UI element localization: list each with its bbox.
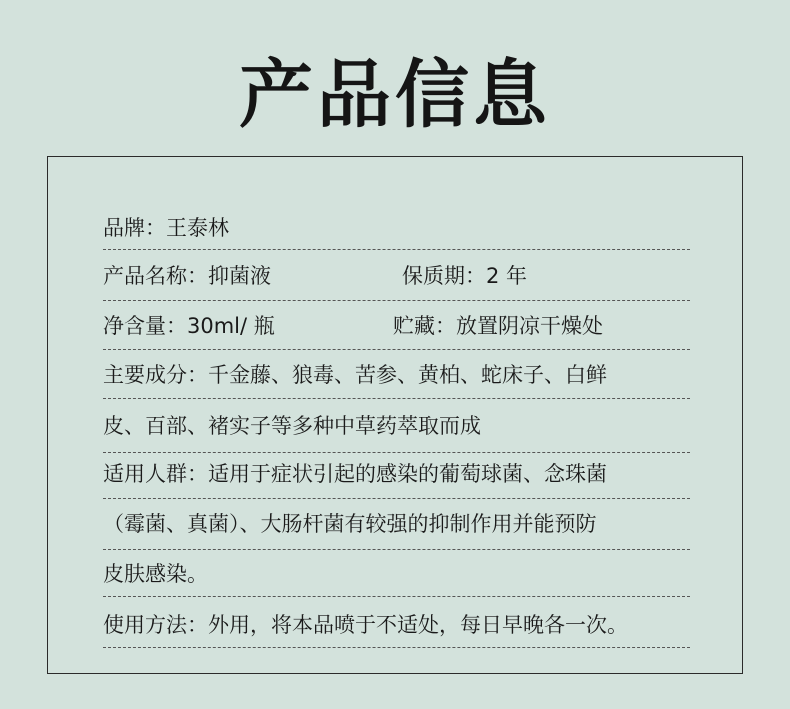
row-divider [103,549,690,550]
audience-text-1: 适用人群：适用于症状引起的感染的葡萄球菌、念珠菌 [103,462,607,486]
product-name-text: 产品名称：抑菌液 [103,264,271,288]
row-divider [103,498,690,499]
brand-text: 品牌：王泰林 [103,216,229,240]
usage-row [103,607,690,643]
page-title: 产品信息 [239,52,551,138]
row-divider [103,349,690,350]
row-divider [103,300,690,301]
net-content-text: 净含量：30ml/ 瓶 [103,314,275,338]
product-name-row [103,258,690,294]
row-divider [103,249,690,250]
audience-row-2 [103,506,690,542]
row-divider [103,398,690,399]
row-divider [103,452,690,453]
net-content-row [103,308,690,344]
ingredients-text-1: 主要成分：千金藤、狼毒、苦参、黄柏、蛇床子、白鲜 [103,363,607,387]
brand-row [103,210,690,246]
ingredients-row-2 [103,408,690,444]
ingredients-row-1 [103,357,690,393]
audience-row-1 [103,456,690,492]
row-divider [103,596,690,597]
storage-text: 贮藏：放置阴凉干燥处 [393,314,603,338]
usage-text: 使用方法：外用，将本品喷于不适处，每日早晚各一次。 [103,613,628,637]
audience-text-3: 皮肤感染。 [103,562,208,586]
row-divider [103,647,690,648]
shelf-life-text: 保质期：2 年 [402,264,528,288]
audience-text-2: （霉菌、真菌）、大肠杆菌有较强的抑制作用并能预防 [103,512,597,536]
audience-row-3 [103,556,690,592]
ingredients-text-2: 皮、百部、褚实子等多种中草药萃取而成 [103,414,481,438]
